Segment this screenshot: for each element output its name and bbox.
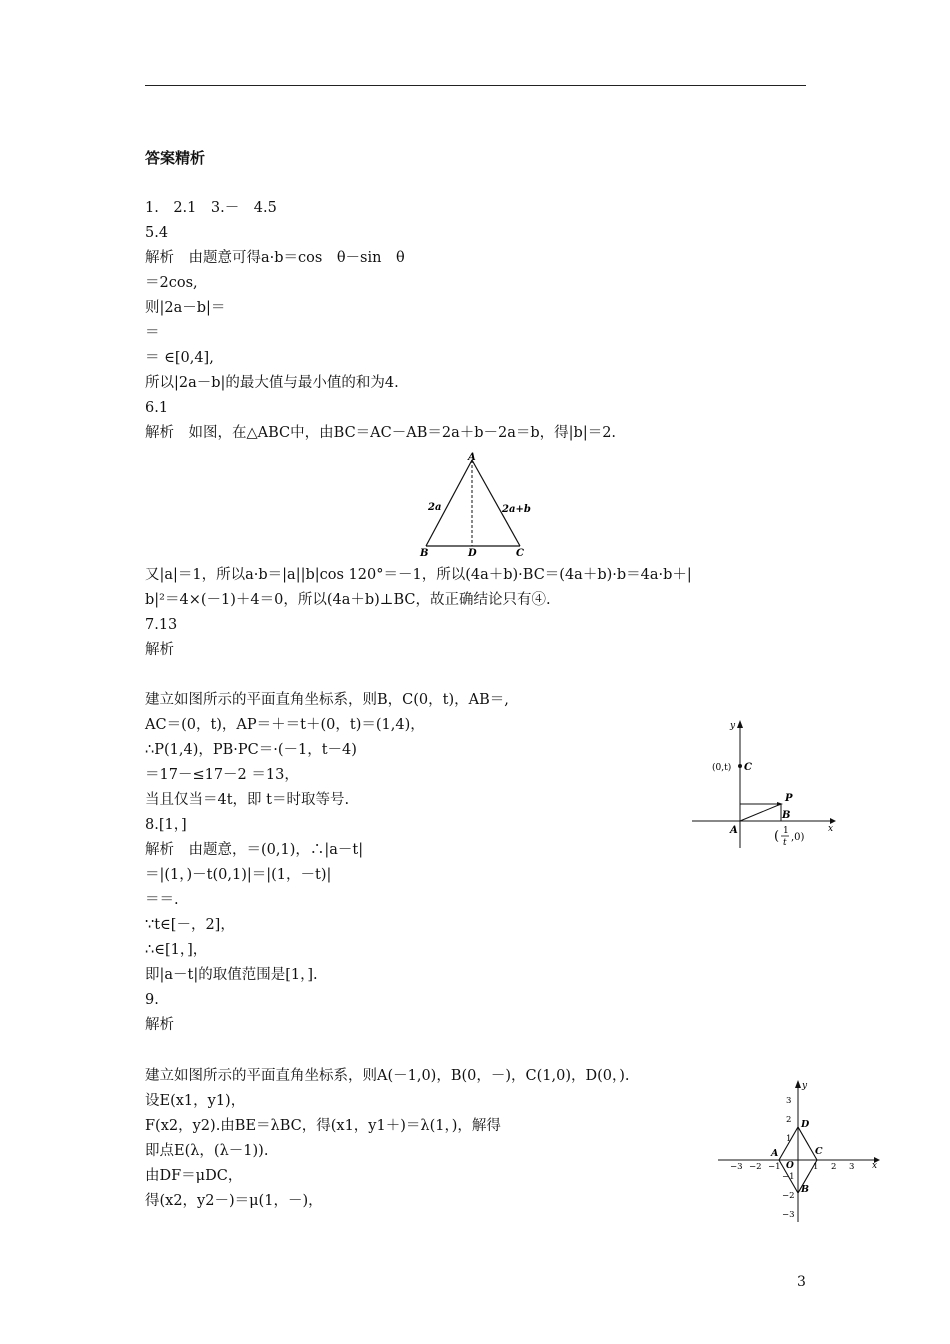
text-line: 解析 由题意，＝(0,1)，∴|a－t| [145,842,364,858]
vector-arrow [777,802,783,806]
x-tick: −3 [730,1162,743,1172]
label-c: C [815,1146,823,1157]
text-line: 所以|2a－b|的最大值与最小值的和为4. [145,375,399,391]
section-title: 答案精析 [145,149,206,167]
text-line: ∴P(1,4)，PB·PC＝·(－1，t－4) [145,742,357,758]
text-line: ＝ ∈[0,4], [145,350,214,366]
text-line: ∵t∈[－，2]， [145,917,235,933]
y-axis-arrow [795,1080,801,1088]
label-a: A [771,1148,779,1159]
label-d: D [468,548,477,559]
label-p: P [785,793,793,804]
text-line: 建立如图所示的平面直角坐标系，则B，C(0，t)，AB＝, [145,692,509,708]
x-tick: −2 [749,1162,762,1172]
y-tick: 2 [786,1115,792,1125]
text-line: 解析 [145,642,174,658]
x-tick: 2 [831,1162,837,1172]
text-line: 则|2a－b|＝ [145,300,226,316]
text-line: 解析 由题意可得a·b＝cos θ－sin θ [145,250,405,266]
text-line: 5.4 [145,225,169,241]
text-line: ＝|(1，)－t(0,1)|＝|(1，－t)| [145,867,332,883]
text-line: AC＝(0，t)，AP＝＋＝t＋(0，t)＝(1,4)， [145,717,425,733]
label-b: B [801,1184,810,1195]
top-rule [145,85,806,86]
segment-ap [740,804,781,821]
b-coordinate-numerator: 1 [783,826,789,836]
text-line: 建立如图所示的平面直角坐标系，则A(－1,0)，B(0，－)，C(1,0)，D(0，). [145,1068,630,1084]
text-line: 8.[1，] [145,817,187,833]
x-tick: 3 [849,1162,855,1172]
text-line: 即点E(λ，(λ－1)). [145,1143,269,1159]
label-2a: 2a [428,502,442,513]
text-line: 即|a－t|的取值范围是[1，]. [145,967,318,983]
text-line: 得(x2，y2－)＝μ(1，－)， [145,1193,323,1209]
x-tick: 1 [813,1162,819,1172]
b-coordinate-denominator: t [783,838,787,848]
text-line: ＝17－≤17－2 ＝13， [145,767,299,783]
text-line: 9. [145,992,159,1008]
origin-label: O [786,1161,794,1171]
text-line: ＝ [145,325,160,341]
y-tick: 3 [786,1096,792,1106]
text-line: 7.13 [145,617,178,633]
text-line: 6.1 [145,400,169,416]
y-tick: 1 [786,1134,792,1144]
text-line: 1. 2.1 3.－ 4.5 [145,200,277,216]
text-line: ＝2cos, [145,275,198,291]
coordinate-figure-1 [688,716,838,856]
b-coordinate-paren: ( [774,829,780,844]
text-line: ＝＝. [145,892,179,908]
axis-label-x: x [828,824,834,834]
label-c: C [744,762,752,773]
axis-label-y: y [730,721,736,731]
axis-label-x: x [872,1161,878,1171]
side-ac [472,460,520,546]
page-number: 3 [797,1274,806,1290]
text-line: 解析 [145,1017,174,1033]
coordinate-figure-2 [714,1076,884,1224]
c-coordinate: (0,t) [712,763,732,773]
y-tick: −1 [782,1172,795,1182]
text-line: 由DF＝μDC， [145,1168,243,1184]
text-line: 设E(x1，y1)， [145,1093,246,1109]
point-c [738,764,742,768]
y-tick: −2 [782,1191,795,1201]
text-line: b|²＝4×(－1)＋4＝0，所以(4a＋b)⊥BC，故正确结论只有④. [145,592,551,608]
label-c: C [516,548,524,559]
label-a: A [468,452,476,463]
label-d: D [801,1119,810,1130]
label-b: B [420,548,429,559]
y-axis-arrow [737,720,743,728]
text-line: 解析 如图，在△ABC中，由BC＝AC－AB＝2a＋b－2a＝b，得|b|＝2. [145,425,617,441]
text-line: 又|a|＝1，所以a·b＝|a||b|cos 120°＝－1，所以(4a＋b)·BC＝(4a＋b)·b＝4a·b＋| [145,567,692,583]
label-a: A [730,825,738,836]
label-b: B [782,810,791,821]
b-coordinate-rest: ,0) [791,832,805,843]
x-tick: −1 [768,1162,781,1172]
text-line: ∴∈[1，]， [145,942,208,958]
text-line: F(x2，y2).由BE＝λBC，得(x1，y1＋)＝λ(1，)，解得 [145,1118,501,1134]
triangle-figure [410,450,540,560]
y-tick: −3 [782,1210,795,1220]
label-2a-plus-b: 2a+b [502,504,531,515]
axis-label-y: y [802,1081,808,1091]
text-line: 当且仅当＝4t，即 t＝时取等号. [145,792,350,808]
